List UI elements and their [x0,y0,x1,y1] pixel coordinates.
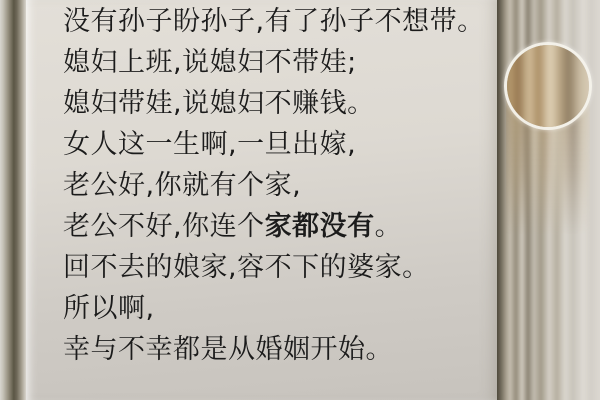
text-line: 回不去的娘家,容不下的婆家。 [63,252,430,283]
avatar-blur-content [504,42,592,130]
text-line: 老公好,你就有个家, [63,170,302,201]
quote-text-block [63,1,485,370]
text-line: 媳妇上班,说媳妇不带娃; [63,47,357,78]
text-line: 媳妇带娃,说媳妇不赚钱。 [63,88,375,119]
text-segment-period: 。 [374,211,403,242]
text-line-emphasis [63,206,485,247]
text-line: 没有孙子盼孙子,有了孙子不想带。 [63,6,485,37]
text-segment-normal: 老公不好,你连个 [63,211,265,242]
motion-blur-background [497,0,600,400]
text-line: 幸与不幸都是从婚姻开始。 [63,334,393,365]
book-page [26,0,498,400]
blurred-avatar-circle [504,42,592,130]
text-segment-bold: 家都没有 [264,211,375,242]
text-line: 女人这一生啊,一旦出嫁, [63,129,357,160]
text-line: 所以啊, [63,293,155,324]
